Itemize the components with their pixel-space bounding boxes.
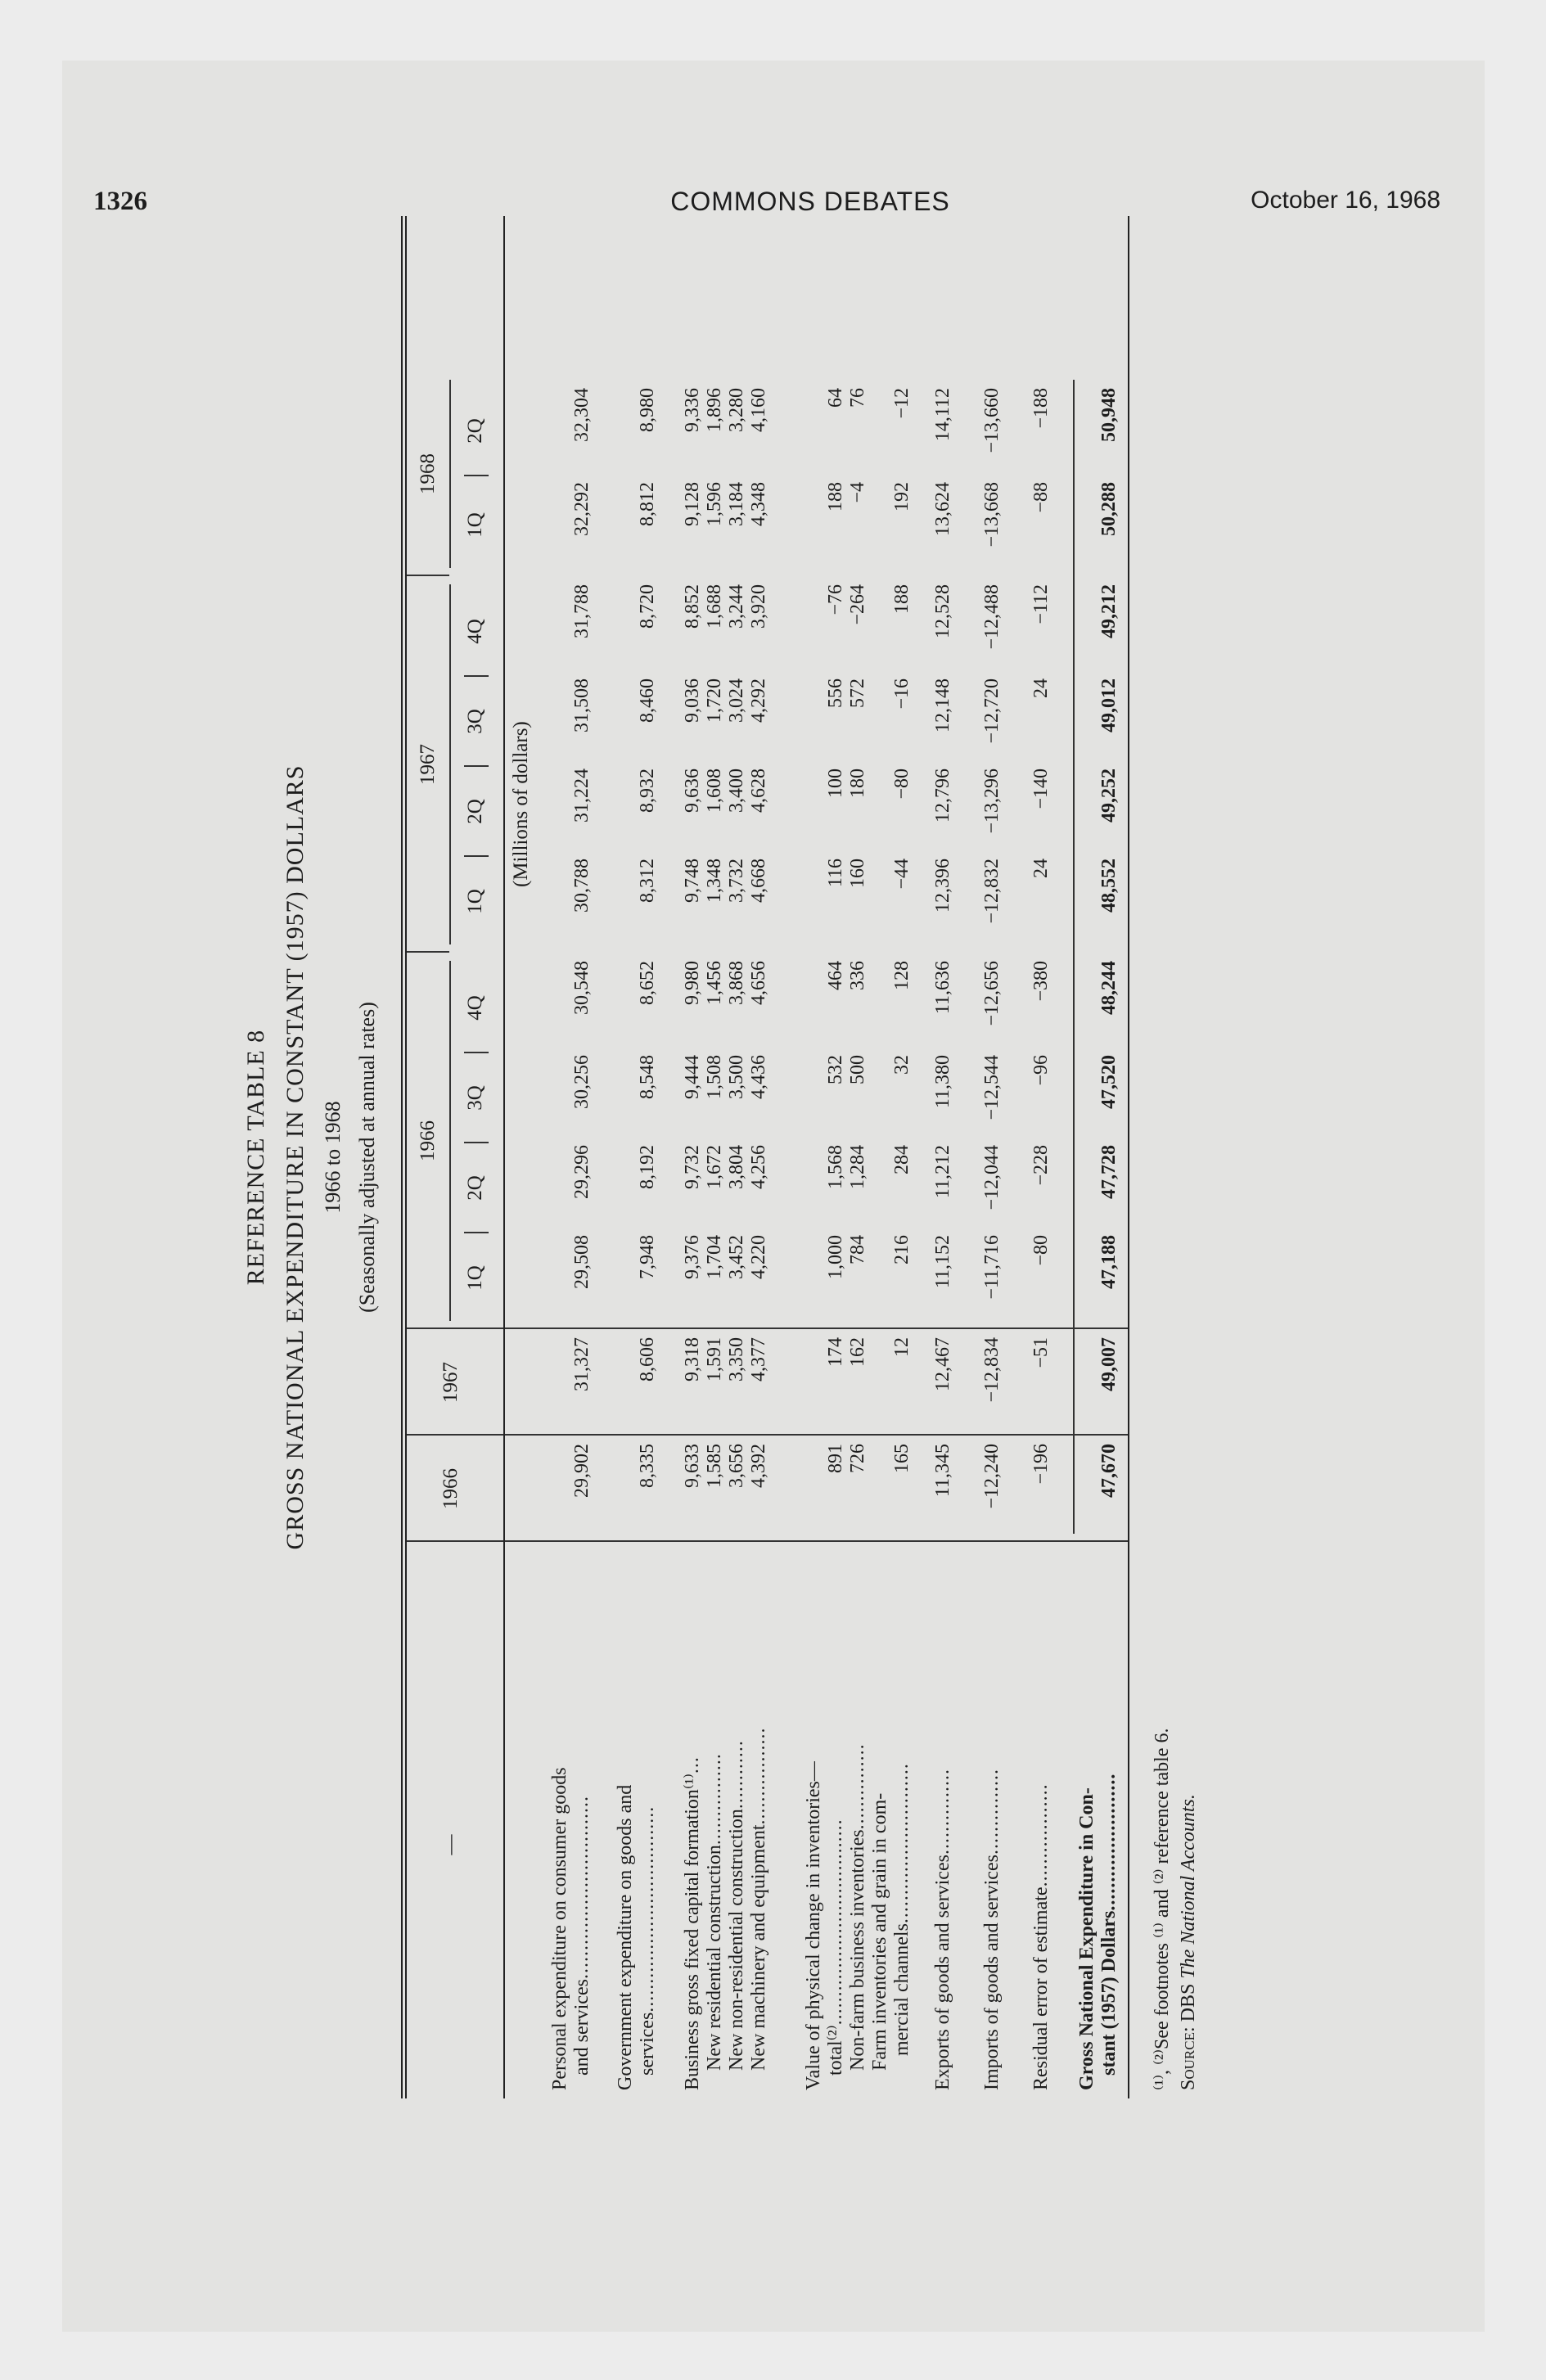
table-cell: 1,284 bbox=[847, 1145, 868, 1189]
table-cell: 12,148 bbox=[932, 678, 953, 732]
table-cell: 3,400 bbox=[726, 769, 747, 813]
table-cell: 4,160 bbox=[748, 388, 769, 432]
table-cell: 3,804 bbox=[726, 1145, 747, 1189]
table-cell: −196 bbox=[1030, 1444, 1052, 1485]
table-cell: −16 bbox=[891, 678, 913, 710]
table-cell: 3,280 bbox=[726, 388, 747, 432]
table-cell: 49,012 bbox=[1098, 678, 1120, 732]
table-cell: 76 bbox=[847, 388, 868, 408]
row-label-text: Business gross fixed capital formation⁽¹⁾... bbox=[682, 1756, 703, 2090]
table-cell: 8,460 bbox=[637, 678, 658, 723]
table-cell: −12,834 bbox=[981, 1337, 1003, 1403]
table-cell: −44 bbox=[891, 859, 913, 890]
table-cell: 3,244 bbox=[726, 584, 747, 629]
table-cell: 784 bbox=[847, 1235, 868, 1264]
table-cell: 188 bbox=[891, 584, 913, 614]
row-label-text: New residential construction................ bbox=[704, 1753, 725, 2071]
table-cell: 30,788 bbox=[571, 859, 593, 913]
table-cell: 500 bbox=[847, 1055, 868, 1084]
corner-dash: — bbox=[439, 1834, 462, 1855]
group-underline bbox=[449, 584, 451, 944]
table-cell: 1,720 bbox=[704, 678, 725, 723]
table-cell: 12,396 bbox=[932, 859, 953, 913]
table-cell: 50,948 bbox=[1098, 388, 1120, 442]
table-cell: −13,296 bbox=[981, 769, 1003, 834]
table-cell: 11,212 bbox=[932, 1145, 953, 1199]
group-divider bbox=[407, 575, 449, 576]
table-cell: 726 bbox=[847, 1444, 868, 1473]
table-cell: 8,932 bbox=[637, 769, 658, 813]
table-cell: 3,024 bbox=[726, 678, 747, 723]
leader-dots: ............................ bbox=[891, 1763, 913, 1924]
table-cell: −13,668 bbox=[981, 482, 1003, 548]
column-divider bbox=[505, 1327, 1128, 1329]
table-bottom-rule bbox=[1128, 216, 1129, 2098]
column-divider bbox=[505, 1540, 1128, 1542]
table-cell: −264 bbox=[847, 584, 868, 625]
column-divider bbox=[505, 1434, 1128, 1436]
table-cell: 1,508 bbox=[704, 1055, 725, 1099]
quarter-header: 3Q bbox=[464, 709, 486, 734]
table-cell: 3,500 bbox=[726, 1055, 747, 1099]
table-cell: 1,596 bbox=[704, 482, 725, 526]
table-cell: −12,656 bbox=[981, 961, 1003, 1026]
row-label bbox=[704, 1550, 726, 2071]
table-cell: 3,732 bbox=[726, 859, 747, 903]
table-cell: 48,552 bbox=[1098, 859, 1120, 913]
table-cell: 162 bbox=[847, 1337, 868, 1367]
table-note: (Seasonally adjusted at annual rates) bbox=[355, 1002, 379, 1313]
table-cell: 9,318 bbox=[682, 1337, 703, 1382]
table-cell: 216 bbox=[891, 1235, 913, 1264]
table-cell: 48,244 bbox=[1098, 961, 1120, 1015]
table-cell: 1,456 bbox=[704, 961, 725, 1005]
table-cell: 12,796 bbox=[932, 769, 953, 823]
table-cell: 11,380 bbox=[932, 1055, 953, 1109]
table-cell: 9,633 bbox=[682, 1444, 703, 1488]
table-cell: 180 bbox=[847, 769, 868, 798]
table-period: 1966 to 1968 bbox=[321, 1101, 345, 1214]
table-cell: 8,812 bbox=[637, 482, 658, 526]
quarter-separator bbox=[464, 1142, 489, 1143]
quarter-header: 2Q bbox=[464, 799, 486, 824]
table-cell: −4 bbox=[847, 482, 868, 503]
table-cell: −188 bbox=[1030, 388, 1052, 429]
table-cell: 47,670 bbox=[1098, 1444, 1120, 1498]
table-cell: 50,288 bbox=[1098, 482, 1120, 536]
table-title: REFERENCE TABLE 8 bbox=[242, 1029, 269, 1286]
row-label-text: Gross National Expenditure in Con- bbox=[1076, 1787, 1098, 2090]
row-label-text: Government expenditure on goods and bbox=[615, 1784, 636, 2090]
table-cell: 532 bbox=[825, 1055, 846, 1084]
group-divider bbox=[407, 951, 449, 953]
table-cell: 3,452 bbox=[726, 1235, 747, 1279]
rotated-table-block bbox=[242, 216, 1323, 2098]
table-cell: −12,832 bbox=[981, 859, 1003, 924]
row-label-continuation: stant (1957) Dollars........................ bbox=[1098, 1773, 1120, 2076]
leader-dots: ................ bbox=[704, 1753, 725, 1846]
table-cell: 9,980 bbox=[682, 961, 703, 1005]
group-1968: 1968 bbox=[417, 453, 439, 494]
row-label-text: New machinery and equipment................. bbox=[748, 1727, 769, 2071]
table-cell: 4,628 bbox=[748, 769, 769, 813]
table-cell: 116 bbox=[825, 859, 846, 888]
leader-dots: .................................... bbox=[825, 1819, 846, 2026]
table-subtitle: GROSS NATIONAL EXPENDITURE IN CONSTANT (1957) DOLLARS bbox=[282, 764, 309, 1550]
units-label: (Millions of dollars) bbox=[510, 721, 532, 887]
row-label-text: New non-residential construction............ bbox=[726, 1740, 747, 2071]
row-label bbox=[869, 1550, 913, 2071]
quarter-header: 2Q bbox=[464, 418, 486, 444]
table-header bbox=[407, 216, 503, 2098]
footnote-source-label: Source: bbox=[1178, 2026, 1199, 2090]
table-cell: −12,544 bbox=[981, 1055, 1003, 1120]
table-cell: 9,036 bbox=[682, 678, 703, 723]
table-cell: 29,508 bbox=[571, 1235, 593, 1289]
table-cell: −80 bbox=[1030, 1235, 1052, 1266]
table-cell: 31,327 bbox=[571, 1337, 593, 1391]
table-cell: 49,212 bbox=[1098, 584, 1120, 638]
group-1966: 1966 bbox=[417, 1120, 439, 1161]
table-cell: 32 bbox=[891, 1055, 913, 1075]
table-cell: 8,606 bbox=[637, 1337, 658, 1382]
row-label bbox=[726, 1550, 748, 2071]
table-cell: 7,948 bbox=[637, 1235, 658, 1279]
table-cell: 8,852 bbox=[682, 584, 703, 629]
table-cell: 49,007 bbox=[1098, 1337, 1120, 1391]
table-cell: 1,568 bbox=[825, 1145, 846, 1189]
quarter-separator bbox=[464, 475, 489, 476]
table-cell: 31,508 bbox=[571, 678, 593, 732]
footnote-source-title: The National Accounts. bbox=[1178, 1794, 1199, 1979]
leader-dots: ............... bbox=[981, 1769, 1003, 1855]
quarter-header: 1Q bbox=[464, 512, 486, 538]
table-cell: 284 bbox=[891, 1145, 913, 1174]
table-cell: 8,652 bbox=[637, 961, 658, 1005]
row-label-text: Residual error of estimate.................. bbox=[1030, 1783, 1052, 2090]
table-cell: 47,520 bbox=[1098, 1055, 1120, 1109]
table-cell: 4,220 bbox=[748, 1235, 769, 1279]
table-cell: 464 bbox=[825, 961, 846, 990]
row-label-continuation: mercial channels............................ bbox=[891, 1763, 913, 2056]
table-cell: 13,624 bbox=[932, 482, 953, 536]
row-label bbox=[549, 1550, 593, 2090]
table-cell: 8,548 bbox=[637, 1055, 658, 1099]
row-label-continuation: services.................................... bbox=[637, 1805, 658, 2076]
publication-title: COMMONS DEBATES bbox=[670, 187, 950, 216]
table-cell: 4,392 bbox=[748, 1444, 769, 1488]
table-cell: 3,868 bbox=[726, 961, 747, 1005]
table-cell: 31,788 bbox=[571, 584, 593, 638]
table-cell: −11,716 bbox=[981, 1235, 1003, 1300]
table-cell: 4,668 bbox=[748, 859, 769, 903]
row-label bbox=[981, 1550, 1003, 2090]
table-cell: 47,188 bbox=[1098, 1235, 1120, 1289]
table-cell: 31,224 bbox=[571, 769, 593, 823]
header-year-1966: 1966 bbox=[439, 1468, 462, 1509]
table-cell: 572 bbox=[847, 678, 868, 708]
table-cell: 192 bbox=[891, 482, 913, 512]
table-cell: 8,720 bbox=[637, 584, 658, 629]
row-label bbox=[932, 1550, 954, 2090]
quarter-header: 1Q bbox=[464, 1265, 486, 1291]
row-label bbox=[682, 1550, 704, 2090]
table-cell: 9,748 bbox=[682, 859, 703, 903]
quarter-header: 3Q bbox=[464, 1085, 486, 1111]
table-cell: 4,377 bbox=[748, 1337, 769, 1382]
row-label-text: Value of physical change in inventories— bbox=[803, 1761, 824, 2090]
quarter-separator bbox=[464, 1052, 489, 1053]
table-cell: −12 bbox=[891, 388, 913, 419]
table-cell: 1,591 bbox=[704, 1337, 725, 1382]
table-cell: −13,660 bbox=[981, 388, 1003, 453]
row-label-continuation: and services................................ bbox=[571, 1796, 593, 2076]
table-cell: 24 bbox=[1030, 859, 1052, 878]
table-cell: 4,348 bbox=[748, 482, 769, 526]
row-label bbox=[803, 1550, 847, 2090]
row-label bbox=[1030, 1550, 1052, 2090]
table-cell: 11,345 bbox=[932, 1444, 953, 1498]
table-top-rule bbox=[401, 216, 407, 2098]
table-cell: 3,656 bbox=[726, 1444, 747, 1488]
quarter-header: 4Q bbox=[464, 619, 486, 644]
leader-dots: ............... bbox=[932, 1769, 953, 1855]
table-cell: 8,312 bbox=[637, 859, 658, 903]
table-cell: 1,585 bbox=[704, 1444, 725, 1488]
table-cell: 24 bbox=[1030, 678, 1052, 698]
table-cell: 12,528 bbox=[932, 584, 953, 638]
page-number: 1326 bbox=[93, 187, 147, 216]
footnote-2 bbox=[1178, 1794, 1200, 2090]
leader-dots: ............ bbox=[726, 1740, 747, 1810]
table-cell: 4,436 bbox=[748, 1055, 769, 1099]
table-cell: 174 bbox=[825, 1337, 846, 1367]
table-cell: 4,256 bbox=[748, 1145, 769, 1189]
quarter-separator bbox=[464, 765, 489, 767]
table-cell: −12,720 bbox=[981, 678, 1003, 744]
table-cell: 14,112 bbox=[932, 388, 953, 442]
quarter-header: 1Q bbox=[464, 889, 486, 914]
table-cell: 11,152 bbox=[932, 1235, 953, 1289]
table-cell: −12,240 bbox=[981, 1444, 1003, 1509]
table-cell: 188 bbox=[825, 482, 846, 512]
leader-dots: .................. bbox=[1030, 1783, 1052, 1887]
table-cell: 49,252 bbox=[1098, 769, 1120, 823]
quarter-header: 2Q bbox=[464, 1175, 486, 1201]
table-cell: 32,304 bbox=[571, 388, 593, 442]
header-divider bbox=[407, 1327, 503, 1329]
table-cell: 9,128 bbox=[682, 482, 703, 526]
row-label bbox=[847, 1550, 869, 2071]
table-cell: 9,732 bbox=[682, 1145, 703, 1189]
table-cell: −88 bbox=[1030, 482, 1052, 513]
quarter-separator bbox=[464, 855, 489, 857]
table-cell: 556 bbox=[825, 678, 846, 708]
table-cell: 32,292 bbox=[571, 482, 593, 536]
table-cell: 128 bbox=[891, 961, 913, 990]
table-cell: 8,192 bbox=[637, 1145, 658, 1189]
table-cell: 9,336 bbox=[682, 388, 703, 432]
row-label-text: Personal expenditure on consumer goods bbox=[549, 1767, 570, 2090]
footnote-source-text: DBS bbox=[1178, 1978, 1199, 2027]
table-cell: 8,980 bbox=[637, 388, 658, 432]
table-cell: 9,376 bbox=[682, 1235, 703, 1279]
leader-dots: ................. bbox=[748, 1727, 769, 1825]
group-1967: 1967 bbox=[417, 744, 439, 785]
table-cell: −12,488 bbox=[981, 584, 1003, 650]
table-cell: 100 bbox=[825, 769, 846, 798]
header-divider bbox=[407, 1540, 503, 1542]
table-cell: 12 bbox=[891, 1337, 913, 1357]
row-label-text: Farm inventories and grain in com- bbox=[869, 1792, 890, 2071]
units-row bbox=[505, 216, 543, 2098]
publication-date: October 16, 1968 bbox=[1251, 187, 1440, 214]
table-cell: 160 bbox=[847, 859, 868, 888]
table-cell: −76 bbox=[825, 584, 846, 615]
table-cell: −96 bbox=[1030, 1055, 1052, 1086]
table-cell: 1,896 bbox=[704, 388, 725, 432]
table-cell: 1,688 bbox=[704, 584, 725, 629]
row-label-continuation: total⁽²⁾.................................... bbox=[825, 1819, 846, 2076]
table-cell: 64 bbox=[825, 388, 846, 408]
leader-dots: .................................... bbox=[637, 1805, 658, 2013]
data-table bbox=[401, 216, 1199, 2098]
table-cell: 1,608 bbox=[704, 769, 725, 813]
table-cell: 3,920 bbox=[748, 584, 769, 629]
table-cell: 29,902 bbox=[571, 1444, 593, 1498]
row-label bbox=[748, 1550, 770, 2071]
leader-dots: ........................ bbox=[1098, 1773, 1120, 1911]
table-cell: 336 bbox=[847, 961, 868, 990]
table-cell: 1,348 bbox=[704, 859, 725, 903]
table-cell: 165 bbox=[891, 1444, 913, 1473]
table-cell: 29,296 bbox=[571, 1145, 593, 1199]
table-cell: 4,292 bbox=[748, 678, 769, 723]
table-cell: 30,256 bbox=[571, 1055, 593, 1109]
leader-dots: ............... bbox=[847, 1743, 868, 1830]
total-rule bbox=[1073, 380, 1075, 1534]
row-label-text: Exports of goods and services............... bbox=[932, 1769, 953, 2090]
table-cell: −228 bbox=[1030, 1145, 1052, 1186]
table-cell: 47,728 bbox=[1098, 1145, 1120, 1199]
table-cell: 9,444 bbox=[682, 1055, 703, 1099]
group-underline bbox=[449, 380, 451, 568]
row-label bbox=[1076, 1550, 1120, 2090]
table-cell: 11,636 bbox=[932, 961, 953, 1015]
quarter-separator bbox=[464, 675, 489, 677]
header-divider bbox=[407, 1434, 503, 1436]
table-cell: 30,548 bbox=[571, 961, 593, 1015]
footnote-1: ⁽¹⁾, ⁽²⁾See footnotes ⁽¹⁾ and ⁽²⁾ reference table 6. bbox=[1152, 1728, 1173, 2090]
table-cell: −51 bbox=[1030, 1337, 1052, 1368]
table-cell: −112 bbox=[1030, 584, 1052, 624]
leader-dots: ................................ bbox=[571, 1796, 593, 1980]
table-cell: 891 bbox=[825, 1444, 846, 1473]
group-underline bbox=[449, 961, 451, 1321]
table-cell: 9,636 bbox=[682, 769, 703, 813]
leader-dots: ... bbox=[682, 1756, 703, 1774]
header-year-1967: 1967 bbox=[439, 1362, 462, 1403]
table-cell: −80 bbox=[891, 769, 913, 800]
table-cell: 4,656 bbox=[748, 961, 769, 1005]
row-label-text: Imports of goods and services............... bbox=[981, 1769, 1003, 2090]
row-label-text: Non-farm business inventories............... bbox=[847, 1743, 868, 2071]
quarter-header: 4Q bbox=[464, 995, 486, 1021]
table-cell: 1,000 bbox=[825, 1235, 846, 1279]
table-body bbox=[543, 216, 1128, 2098]
table-cell: 1,704 bbox=[704, 1235, 725, 1279]
table-cell: 1,672 bbox=[704, 1145, 725, 1189]
table-cell: 3,184 bbox=[726, 482, 747, 526]
table-cell: 3,350 bbox=[726, 1337, 747, 1382]
table-cell: −12,044 bbox=[981, 1145, 1003, 1210]
table-cell: −140 bbox=[1030, 769, 1052, 809]
table-cell: 12,467 bbox=[932, 1337, 953, 1391]
row-label bbox=[615, 1550, 659, 2090]
table-cell: 8,335 bbox=[637, 1444, 658, 1488]
quarter-separator bbox=[464, 1232, 489, 1233]
table-cell: −380 bbox=[1030, 961, 1052, 1002]
